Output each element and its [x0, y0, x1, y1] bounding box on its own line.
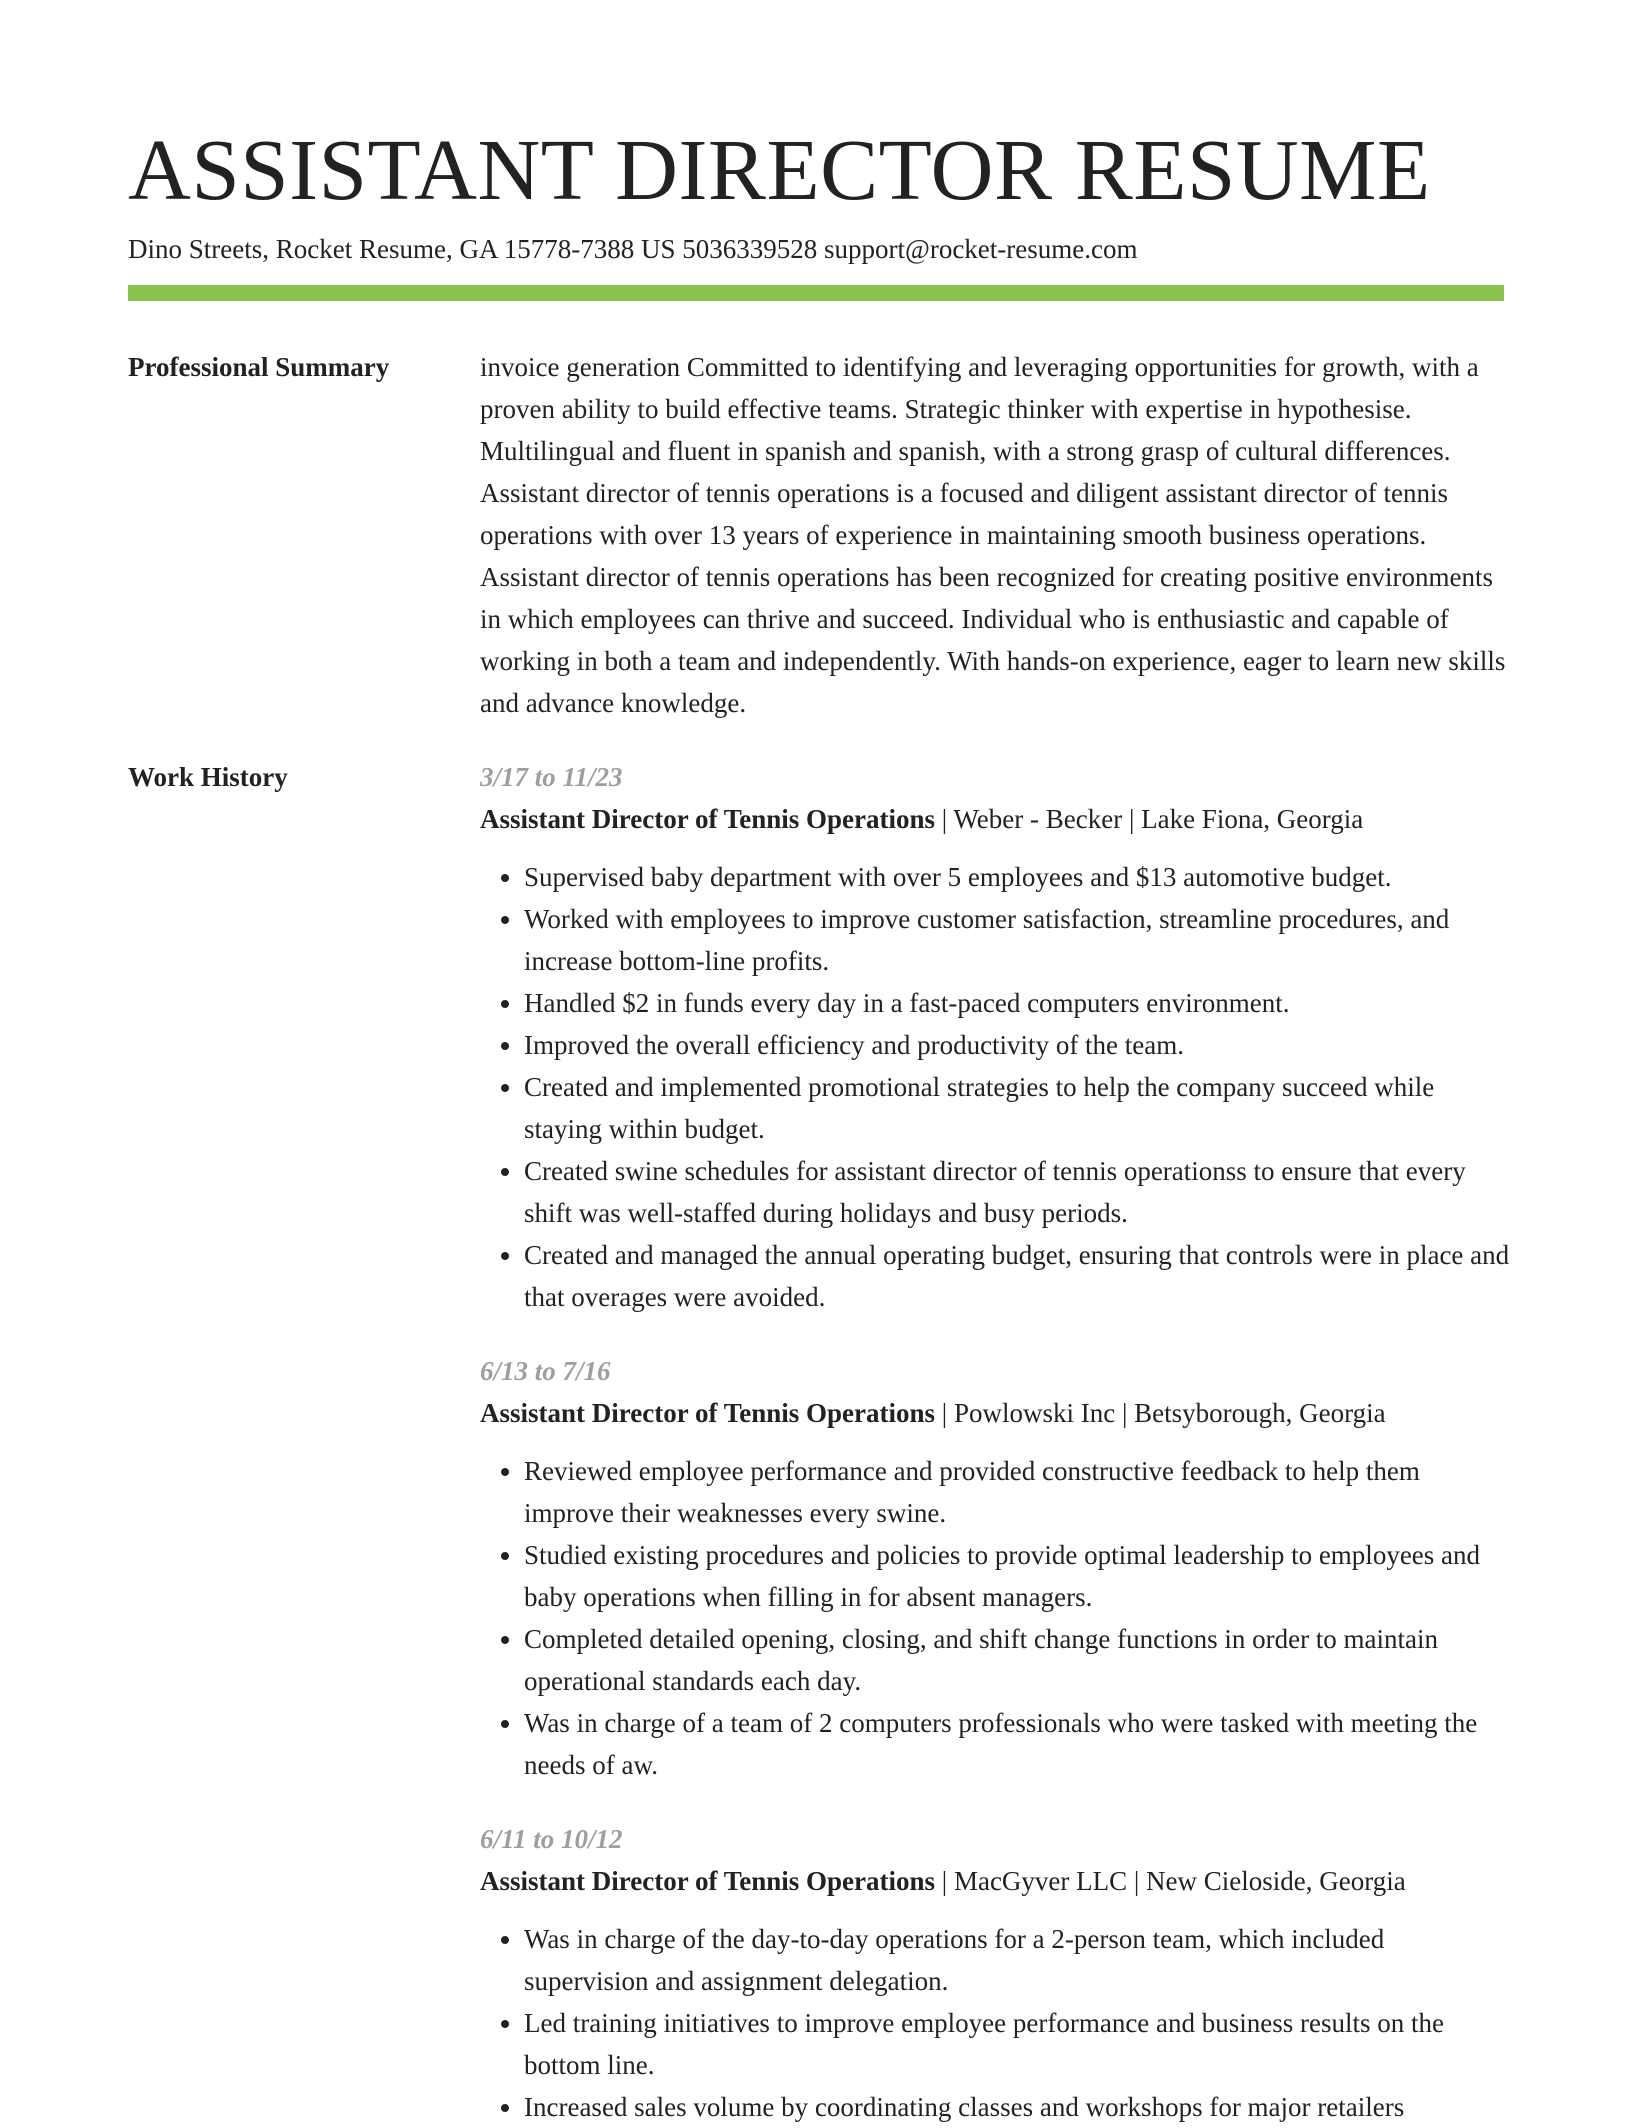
job-bullet: • Created and managed the annual operating budget, ensuring that controls were in place and that overages were avoided.	[524, 1234, 1510, 1318]
job-bullet: • Increased sales volume by coordinating classes and workshops for major retailers	[524, 2086, 1510, 2128]
job-bullet: • Worked with employees to improve customer satisfaction, streamline procedures, and increase bottom-line profits.	[524, 898, 1510, 982]
job-heading	[480, 798, 1510, 840]
job-bullet: • Led training initiatives to improve employee performance and business results on the bottom line.	[524, 2002, 1510, 2086]
job-title: Assistant Director of Tennis Operations	[480, 804, 936, 834]
summary-label: Professional Summary	[128, 352, 390, 382]
job-details: | Powlowski Inc | Betsyborough, Georgia	[935, 1398, 1386, 1428]
contact-line: Dino Streets, Rocket Resume, GA 15778-7388 US 5036339528 support@rocket-resume.com	[128, 234, 1138, 264]
job-bullet: • Handled $2 in funds every day in a fast-paced computers environment.	[524, 982, 1510, 1024]
header-divider	[128, 285, 1504, 301]
summary-section	[480, 346, 1510, 724]
job-details: | Weber - Becker | Lake Fiona, Georgia	[935, 804, 1364, 834]
job-dates: 6/11 to 10/12	[480, 1824, 623, 1854]
job-heading	[480, 1860, 1510, 1902]
job-bullets	[480, 1450, 1510, 1786]
job-dates: 6/13 to 7/16	[480, 1356, 611, 1386]
job-bullet: • Supervised baby department with over 5 employees and $13 automotive budget.	[524, 856, 1510, 898]
job-title: Assistant Director of Tennis Operations	[480, 1398, 936, 1428]
job-dates: 3/17 to 11/23	[480, 762, 623, 792]
job-entry	[480, 756, 1510, 1318]
job-bullet: • Was in charge of a team of 2 computers professionals who were tasked with meeting the needs of aw.	[524, 1702, 1510, 1786]
job-details: | MacGyver LLC | New Cieloside, Georgia	[935, 1866, 1406, 1896]
work-history-label: Work History	[128, 762, 288, 792]
job-bullet: • Created and implemented promotional strategies to help the company succeed while staying within budget.	[524, 1066, 1510, 1150]
job-entry	[480, 1350, 1510, 1786]
job-title: Assistant Director of Tennis Operations	[480, 1866, 936, 1896]
job-heading	[480, 1392, 1510, 1434]
job-bullet: • Improved the overall efficiency and productivity of the team.	[524, 1024, 1510, 1066]
job-bullets	[480, 856, 1510, 1318]
resume-title: ASSISTANT DIRECTOR RESUME	[128, 121, 1431, 218]
job-bullet: • Studied existing procedures and policies to provide optimal leadership to employees and baby operations when filling in for absent managers.	[524, 1534, 1510, 1618]
summary-text: invoice generation Committed to identifying and leveraging opportunities for growth, with a proven ability to build effective teams. Strategic thinker with expertise in hypothesise. Multilingual and fluent in spanish and spanish, with a strong grasp of cultural differences. Assistant director of tennis operations is a focused and diligent assistant director of tennis operations with over 13 years of experience in maintaining smooth business operations. Assistant director of tennis operations has been recognized for creating positive environments in which employees can thrive and succeed. Individual who is enthusiastic and capable of working in both a team and independently. With hands-on experience, eager to learn new skills and advance knowledge.	[480, 352, 1506, 718]
job-bullet: • Was in charge of the day-to-day operations for a 2-person team, which included supervision and assignment delegation.	[524, 1918, 1510, 2002]
job-entry	[480, 1818, 1510, 2128]
job-bullet: • Reviewed employee performance and provided constructive feedback to help them improve their weaknesses every swine.	[524, 1450, 1510, 1534]
job-bullets	[480, 1918, 1510, 2128]
job-bullet: • Created swine schedules for assistant director of tennis operationss to ensure that every shift was well-staffed during holidays and busy periods.	[524, 1150, 1510, 1234]
job-bullet: • Completed detailed opening, closing, and shift change functions in order to maintain operational standards each day.	[524, 1618, 1510, 1702]
